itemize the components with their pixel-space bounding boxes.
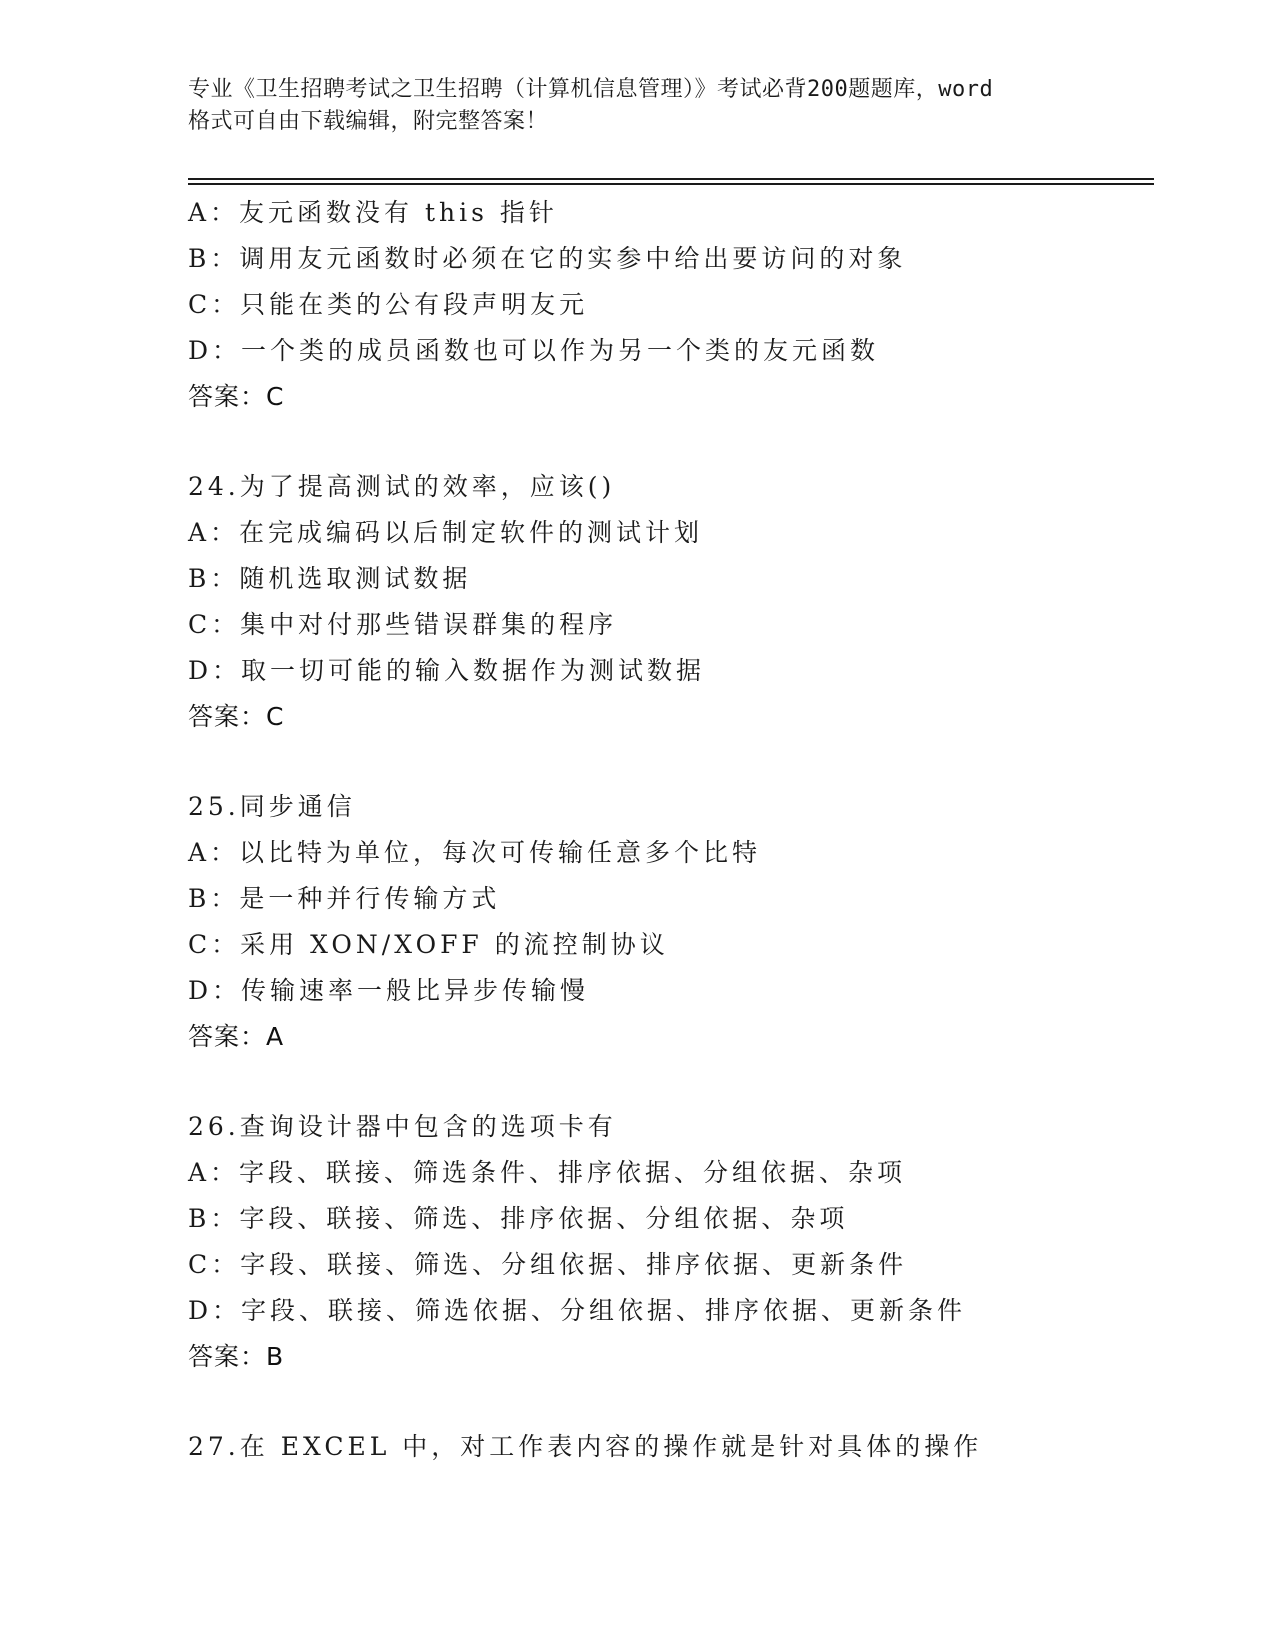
- option-b: B：字段、联接、筛选、排序依据、分组依据、杂项: [188, 1204, 849, 1233]
- spacer: [188, 1060, 1154, 1104]
- header-rule-top: [188, 178, 1154, 180]
- option-d: D：传输速率一般比异步传输慢: [188, 976, 590, 1005]
- question-list: [188, 190, 1154, 1470]
- header-line-1: 专业《卫生招聘考试之卫生招聘（计算机信息管理）》考试必背200题题库，word: [188, 77, 994, 102]
- question-27: [188, 1424, 1154, 1470]
- option-a: A：以比特为单位，每次可传输任意多个比特: [188, 838, 762, 867]
- header-rule-bottom: [188, 183, 1154, 185]
- answer: 答案：A: [188, 1022, 285, 1051]
- option-c: C：采用 XON/XOFF 的流控制协议: [188, 930, 669, 959]
- option-d: D：取一切可能的输入数据作为测试数据: [188, 656, 706, 685]
- option-b: B：是一种并行传输方式: [188, 884, 501, 913]
- header-line-2: 格式可自由下载编辑，附完整答案！: [188, 109, 549, 134]
- question-text: 25.同步通信: [188, 792, 356, 821]
- spacer: [188, 1380, 1154, 1424]
- option-b: B：调用友元函数时必须在它的实参中给出要访问的对象: [188, 244, 907, 273]
- option-c: C：只能在类的公有段声明友元: [188, 290, 589, 319]
- answer: 答案：C: [188, 702, 285, 731]
- question-text: 26.查询设计器中包含的选项卡有: [188, 1112, 617, 1141]
- answer: 答案：C: [188, 382, 285, 411]
- question-25: [188, 784, 1154, 1060]
- document-header: [188, 74, 1128, 138]
- option-a: A：字段、联接、筛选条件、排序依据、分组依据、杂项: [188, 1158, 907, 1187]
- question-text: 27.在 EXCEL 中，对工作表内容的操作就是针对具体的操作: [188, 1432, 983, 1461]
- question-26: [188, 1104, 1154, 1380]
- option-d: D：一个类的成员函数也可以作为另一个类的友元函数: [188, 336, 880, 365]
- option-a: A：友元函数没有 this 指针: [188, 198, 558, 227]
- answer: 答案：B: [188, 1342, 285, 1371]
- spacer: [188, 740, 1154, 784]
- question-text: 24.为了提高测试的效率，应该(): [188, 472, 616, 501]
- question-23: [188, 190, 1154, 420]
- spacer: [188, 420, 1154, 464]
- option-d: D：字段、联接、筛选依据、分组依据、排序依据、更新条件: [188, 1296, 967, 1325]
- option-c: C：字段、联接、筛选、分组依据、排序依据、更新条件: [188, 1250, 908, 1279]
- option-b: B：随机选取测试数据: [188, 564, 472, 593]
- option-c: C：集中对付那些错误群集的程序: [188, 610, 618, 639]
- option-a: A：在完成编码以后制定软件的测试计划: [188, 518, 704, 547]
- question-24: [188, 464, 1154, 740]
